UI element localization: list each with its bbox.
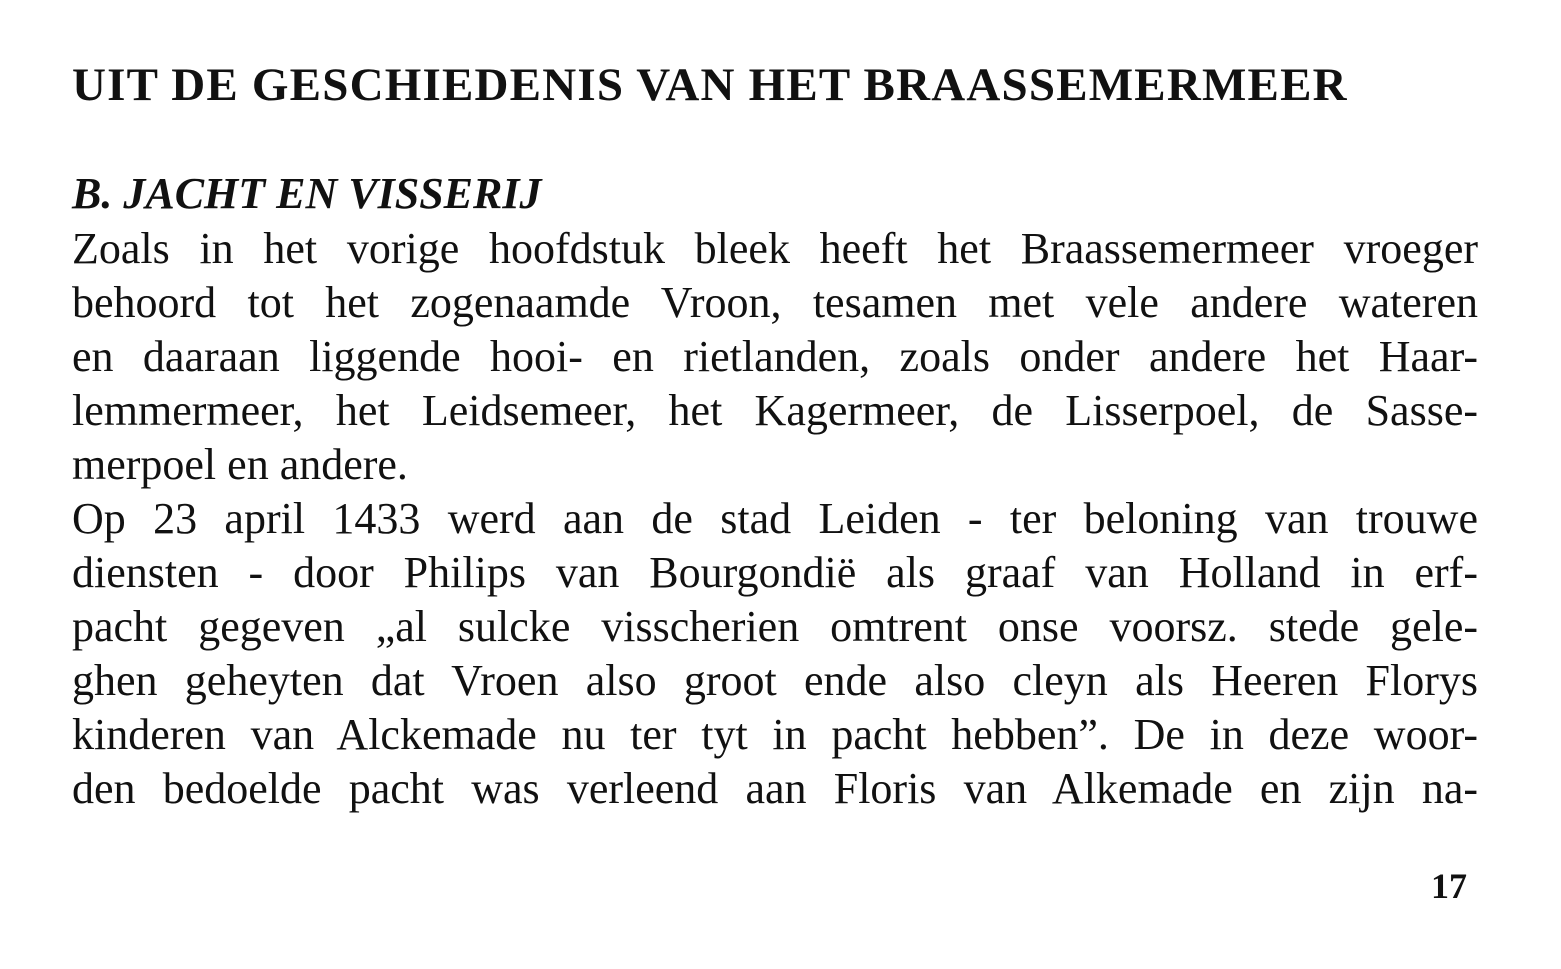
- text-line: ghen geheyten dat Vroen also groot ende also cleyn als Heeren Florys: [72, 656, 1478, 705]
- text-line: lemmermeer, het Leidsemeer, het Kagermeer, de Lisserpoel, de Sasse-: [72, 386, 1478, 435]
- chapter-title: UIT DE GESCHIEDENIS VAN HET BRAASSEMERMEER: [72, 59, 1348, 111]
- text-line: kinderen van Alckemade nu ter tyt in pacht hebben”. De in deze woor-: [72, 710, 1478, 759]
- section-heading: B. JACHT EN VISSERIJ: [72, 169, 542, 218]
- text-line: en daaraan liggende hooi- en rietlanden, zoals onder andere het Haar-: [72, 332, 1478, 381]
- text-line: den bedoelde pacht was verleend aan Floris van Alkemade en zijn na-: [72, 764, 1478, 813]
- text-line: Zoals in het vorige hoofdstuk bleek heeft het Braassemermeer vroeger: [72, 224, 1478, 273]
- page-number: 17: [1431, 866, 1467, 906]
- body-text: [72, 222, 1482, 816]
- text-line: diensten - door Philips van Bourgondië als graaf van Holland in erf-: [72, 548, 1478, 597]
- text-line: merpoel en andere.: [72, 440, 408, 489]
- text-line: behoord tot het zogenaamde Vroon, tesamen met vele andere wateren: [72, 278, 1478, 327]
- text-line: pacht gegeven „al sulcke visscherien omtrent onse voorsz. stede gele-: [72, 602, 1478, 651]
- text-line: Op 23 april 1433 werd aan de stad Leiden - ter beloning van trouwe: [72, 494, 1478, 543]
